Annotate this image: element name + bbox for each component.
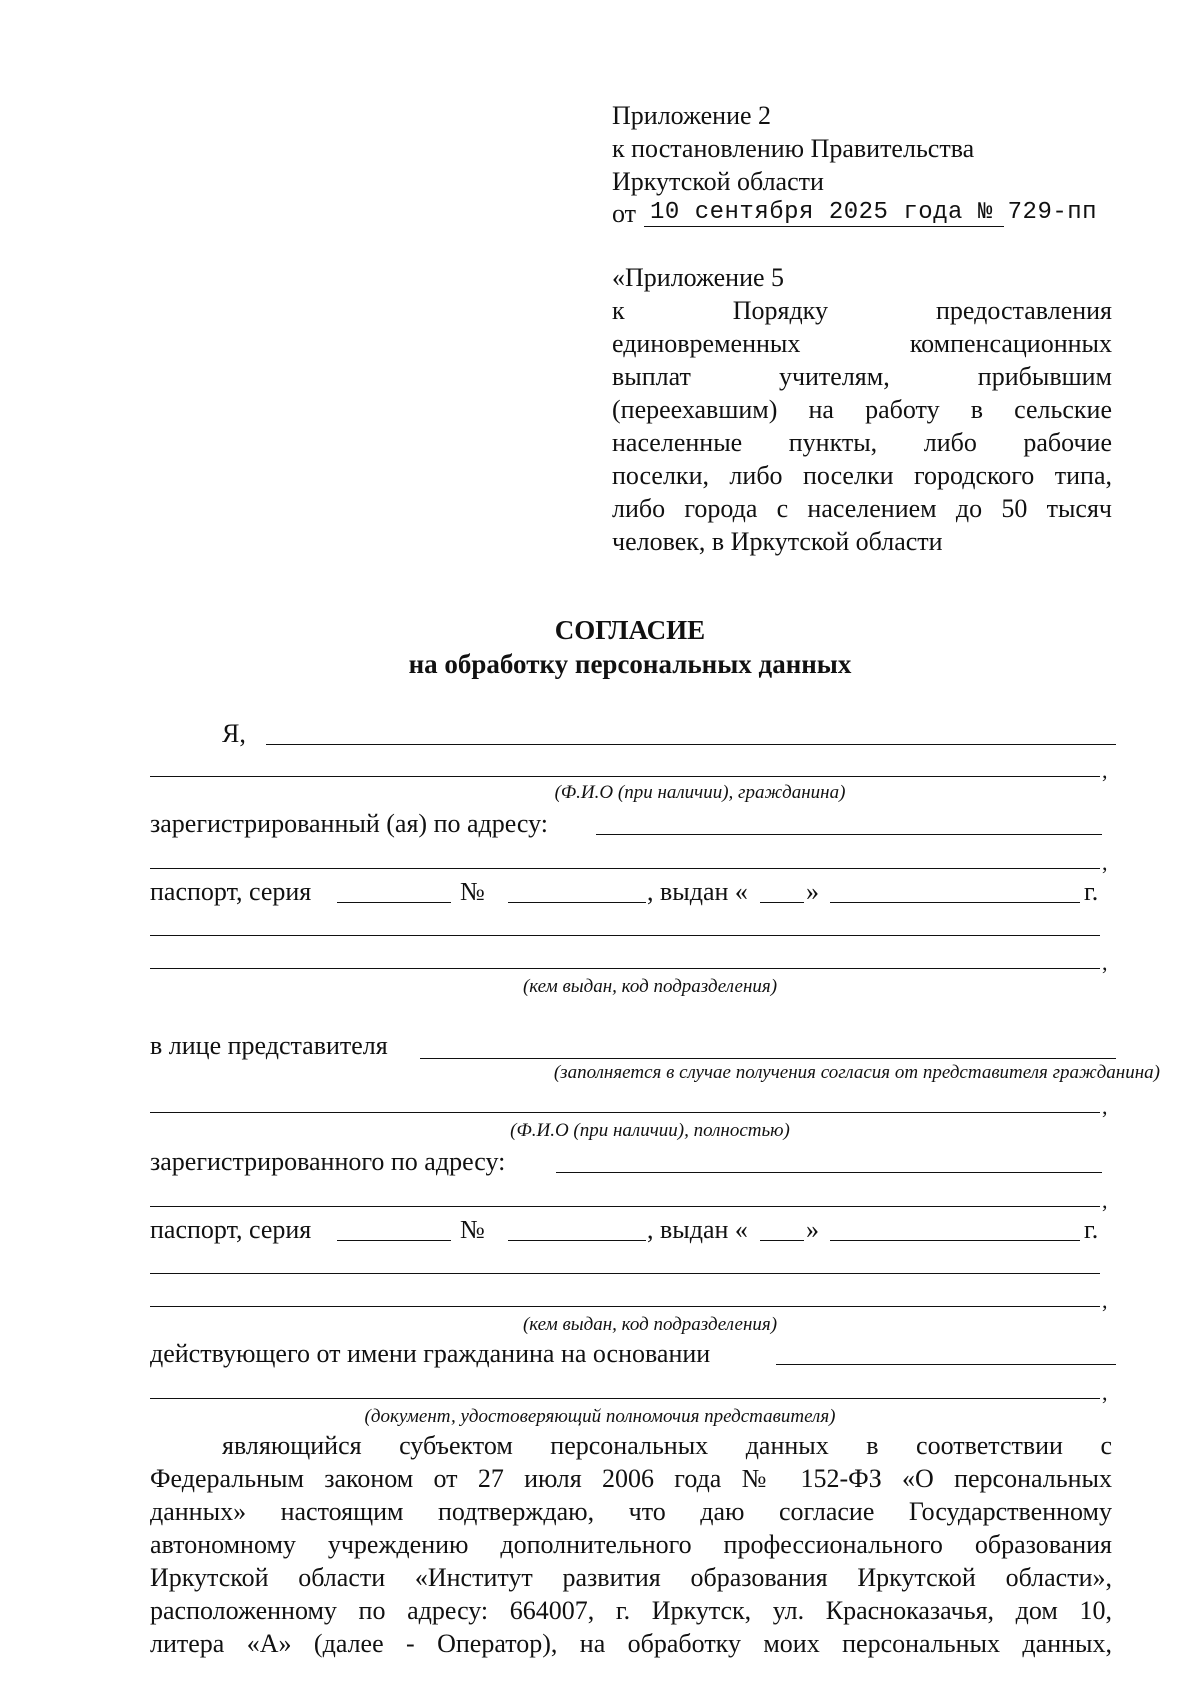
rep-fio-input-line[interactable] — [150, 1112, 1100, 1113]
rep-passport-label: паспорт, серия — [150, 1215, 312, 1244]
appendix-5-title: «Приложение 5 — [612, 263, 785, 292]
acting-basis-input-line[interactable] — [776, 1364, 1116, 1365]
body-line: литера «А» (далее - Оператор), на обработку моих персональных данных, — [150, 1629, 1112, 1658]
body-line: Федеральным законом от 27 июля 2006 года № 152-ФЗ «О персональных — [150, 1464, 1112, 1493]
appendix-5-line: к Порядку предоставления — [612, 296, 1112, 325]
appendix-5-last-line: человек, в Иркутской области — [612, 527, 943, 556]
comma: , — [1102, 950, 1108, 975]
appendix-5-line: (переехавшим) на работу в сельские — [612, 395, 1112, 424]
rep-passport-series-line[interactable] — [337, 1240, 451, 1241]
date-prefix: от — [612, 199, 637, 228]
number-label: № — [460, 877, 485, 906]
body-line: расположенному по адресу: 664007, г. Иркутск, ул. Красноказачья, дом 10, — [150, 1596, 1112, 1625]
issued-label: , выдан « — [647, 877, 748, 906]
address-input-line[interactable] — [596, 834, 1102, 835]
rep-issued-by-line[interactable] — [150, 1273, 1100, 1274]
body-line: являющийся субъектом персональных данных в соответствии с — [222, 1431, 1112, 1460]
passport-series-line[interactable] — [337, 902, 451, 903]
representative-caption: (заполняется в случае получения согласия от представителя гражданина) — [553, 1062, 1160, 1083]
passport-label: паспорт, серия — [150, 877, 312, 906]
comma: , — [1102, 1094, 1108, 1119]
i-label: Я, — [222, 719, 246, 748]
comma: , — [1102, 850, 1108, 875]
body-line: Иркутской области «Институт развития образования Иркутской области», — [150, 1563, 1112, 1592]
rep-address-input-line-2[interactable] — [150, 1206, 1100, 1207]
rep-registered-label: зарегистрированного по адресу: — [150, 1147, 506, 1176]
appendix-5-line: населенные пункты, либо рабочие — [612, 428, 1112, 457]
appendix-5-line: либо города с населением до 50 тысяч — [612, 494, 1112, 523]
document-title: СОГЛАСИЕ — [554, 615, 706, 645]
appendix-5-line: поселки, либо поселки городского типа, — [612, 461, 1112, 490]
body-line: данных» настоящим подтверждаю, что даю согласие Государственному — [150, 1497, 1112, 1526]
rep-issue-day-line[interactable] — [760, 1240, 804, 1241]
rep-fio-caption: (Ф.И.О (при наличии), полностью) — [510, 1120, 790, 1141]
rep-passport-number-line[interactable] — [508, 1240, 646, 1241]
rep-issued-by-line-2[interactable] — [150, 1306, 1100, 1307]
document-caption: (документ, удостоверяющий полномочия представителя) — [364, 1406, 836, 1427]
fio-input-line[interactable] — [266, 744, 1116, 745]
rep-address-input-line[interactable] — [556, 1172, 1102, 1173]
acting-label: действующего от имени гражданина на основании — [150, 1339, 711, 1368]
region-ref: Иркутской области — [612, 167, 824, 196]
comma: , — [1102, 1380, 1108, 1405]
passport-number-line[interactable] — [508, 902, 646, 903]
acting-basis-input-line-2[interactable] — [150, 1398, 1100, 1399]
rep-year-suffix: г. — [1084, 1215, 1099, 1244]
issued-by-line[interactable] — [150, 935, 1100, 936]
date-underline — [644, 226, 1004, 227]
issued-by-caption: (кем выдан, код подразделения) — [522, 976, 778, 997]
appendix-5-line: выплат учителям, прибывшим — [612, 362, 1112, 391]
fio-input-line-2[interactable] — [150, 776, 1100, 777]
representative-input-line[interactable] — [420, 1058, 1116, 1059]
issue-day-line[interactable] — [760, 902, 804, 903]
rep-issued-by-caption: (кем выдан, код подразделения) — [522, 1314, 778, 1335]
comma: , — [1102, 1188, 1108, 1213]
issue-month-line[interactable] — [830, 902, 1080, 903]
fio-caption: (Ф.И.О (при наличии), гражданина) — [554, 782, 846, 803]
year-suffix: г. — [1084, 877, 1099, 906]
registered-label: зарегистрированный (ая) по адресу: — [150, 809, 549, 838]
rep-issued-label: , выдан « — [647, 1215, 748, 1244]
rep-number-label: № — [460, 1215, 485, 1244]
representative-label: в лице представителя — [150, 1031, 388, 1060]
comma: , — [1102, 758, 1108, 783]
appendix-5-line: единовременных компенсационных — [612, 329, 1112, 358]
resolution-ref: к постановлению Правительства — [612, 134, 975, 163]
body-line: автономному учреждению дополнительного профессионального образования — [150, 1530, 1112, 1559]
document-subtitle: на обработку персональных данных — [408, 649, 852, 679]
appendix-2-title: Приложение 2 — [612, 101, 772, 130]
address-input-line-2[interactable] — [150, 868, 1100, 869]
rep-issue-month-line[interactable] — [830, 1240, 1080, 1241]
rep-quote-close: » — [806, 1215, 819, 1244]
quote-close: » — [806, 877, 819, 906]
date-value: 10 сентября 2025 года № 729-пп — [650, 199, 1098, 226]
comma: , — [1102, 1288, 1108, 1313]
issued-by-line-2[interactable] — [150, 968, 1100, 969]
